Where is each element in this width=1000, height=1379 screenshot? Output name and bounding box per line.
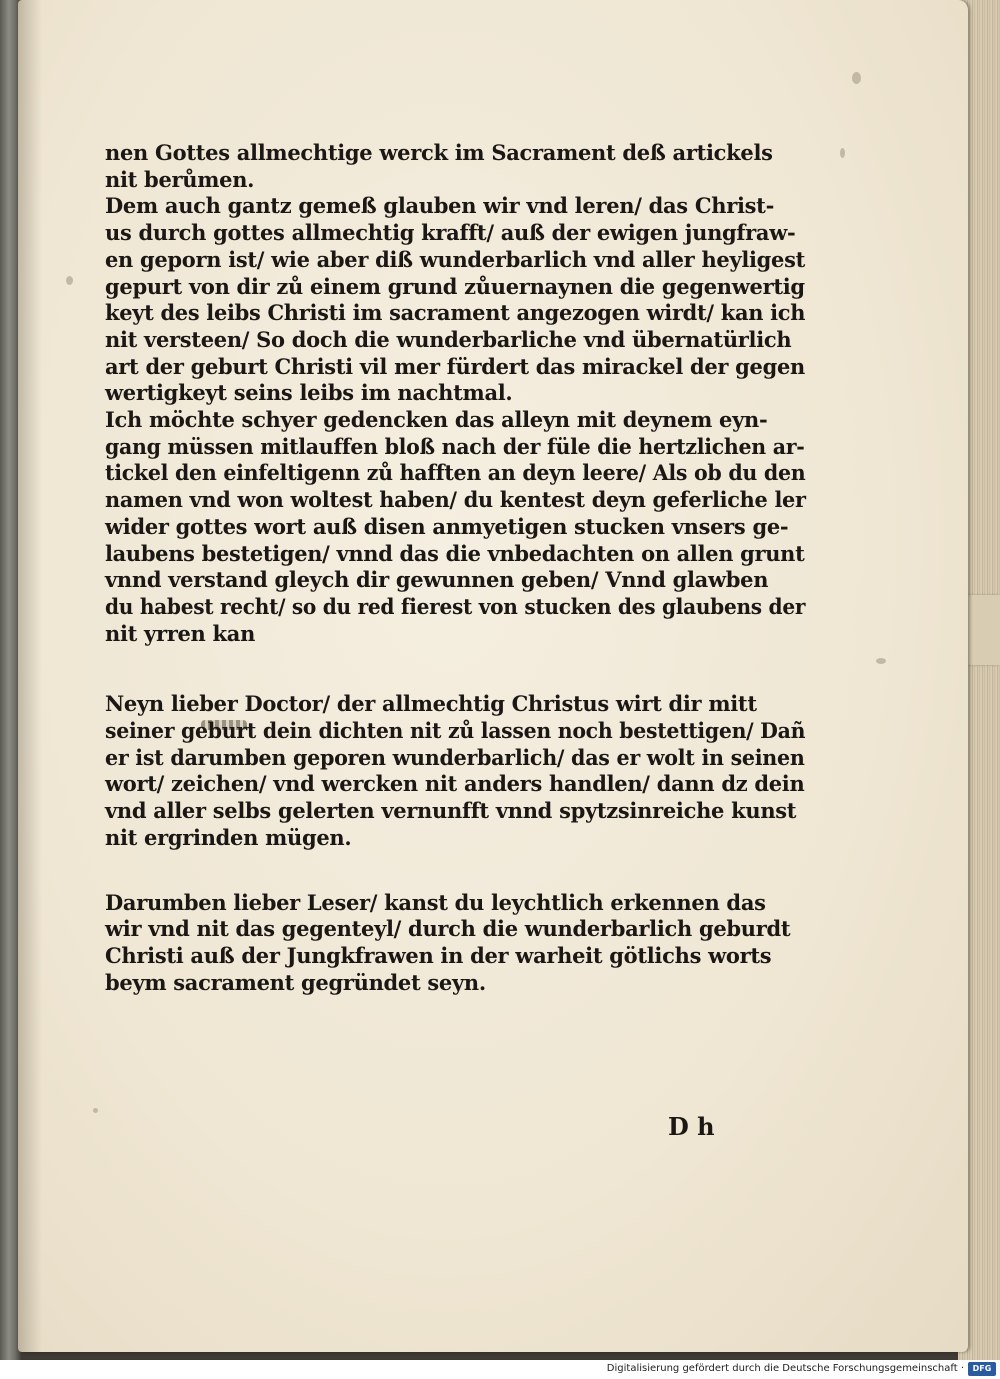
text-line: nit versteen/ So doch die wunderbarliche vnd übernatürlich <box>105 326 792 352</box>
page-text <box>105 140 805 996</box>
text-line: wir vnd nit das gegenteyl/ durch die wunderbarlich geburdt <box>105 916 791 942</box>
text-line: wider gottes wort auß disen anmyetigen stucken vnsers ge- <box>105 513 789 539</box>
text-line: namen vnd won woltest haben/ du kentest deyn geferliche ler <box>105 487 806 513</box>
paper-stain <box>876 658 886 664</box>
paper-stain <box>93 1108 98 1113</box>
text-line: nit ergrinden mügen. <box>105 824 352 850</box>
text-line: Darumben lieber Leser/ kanst du leychtlich erkennen das <box>105 889 766 915</box>
text-line: du habest recht/ so du red fierest von stucken des glaubens der <box>105 593 806 619</box>
text-line: laubens bestetigen/ vnnd das die vnbedachten on allen grunt <box>105 540 805 566</box>
footer-bar <box>0 1360 1000 1379</box>
text-line: wort/ zeichen/ vnd wercken nit anders handlen/ dann dz dein <box>105 771 805 797</box>
text-line: gepurt von dir zů einem grund zůuernaynen die gegenwertig <box>105 273 805 299</box>
text-line: vnnd verstand gleych dir gewunnen geben/ Vnnd glawben <box>105 567 769 593</box>
book-page <box>18 0 968 1352</box>
paragraph-gap <box>105 647 805 691</box>
text-line: er ist darumben geporen wunderbarlich/ das er wolt in seinen <box>105 744 805 770</box>
text-line: Ich möchte schyer gedencken das alleyn mit deynem eyn- <box>105 407 768 433</box>
text-line: seiner geburt dein dichten nit zů lassen noch bestettigen/ Dañ <box>105 718 806 744</box>
signature-mark: D h <box>668 1112 715 1141</box>
text-line: keyt des leibs Christi im sacrament angezogen wirdt/ kan ich <box>105 300 806 326</box>
text-line: wertigkeyt seins leibs im nachtmal. <box>105 380 513 406</box>
text-line: nen Gottes allmechtige werck im Sacrament deß artickels <box>105 140 773 165</box>
paragraph-gap <box>105 852 805 890</box>
text-line: gang müssen mitlauffen bloß nach der füle die hertzlichen ar- <box>105 433 805 459</box>
paper-stain <box>66 276 73 285</box>
paragraph-2 <box>105 193 805 407</box>
paragraph-3 <box>105 407 805 647</box>
paper-stain <box>852 72 861 84</box>
text-line: nit yrren kan <box>105 620 256 646</box>
text-line: vnd aller selbs gelerten vernunfft vnnd spytzsinreiche kunst <box>105 798 797 824</box>
paragraph-4 <box>105 691 805 851</box>
text-line: us durch gottes allmechtig krafft/ auß der ewigen jungfraw- <box>105 220 796 246</box>
dfg-logo-icon: DFG <box>968 1362 996 1376</box>
text-line: en geporn ist/ wie aber diß wunderbarlich vnd aller heyligest <box>105 246 806 272</box>
paragraph-5 <box>105 890 805 997</box>
text-line: Neyn lieber Doctor/ der allmechtig Christus wirt dir mitt <box>105 691 757 717</box>
paragraph-1 <box>105 140 805 193</box>
text-line: Christi auß der Jungkfrawen in der warheit götlichs worts <box>105 942 772 968</box>
text-line: tickel den einfeltigenn zů hafften an deyn leere/ Als ob du den <box>105 460 806 486</box>
paper-stain <box>840 148 845 158</box>
text-line: nit berůmen. <box>105 166 255 192</box>
text-line: art der geburt Christi vil mer fürdert das mirackel der gegen <box>105 353 805 379</box>
text-line: Dem auch gantz gemeß glauben wir vnd leren/ das Christ- <box>105 193 774 219</box>
funding-notice: Digitalisierung gefördert durch die Deutsche Forschungsgemeinschaft · <box>606 1363 964 1374</box>
text-line: beym sacrament gegründet seyn. <box>105 969 486 995</box>
